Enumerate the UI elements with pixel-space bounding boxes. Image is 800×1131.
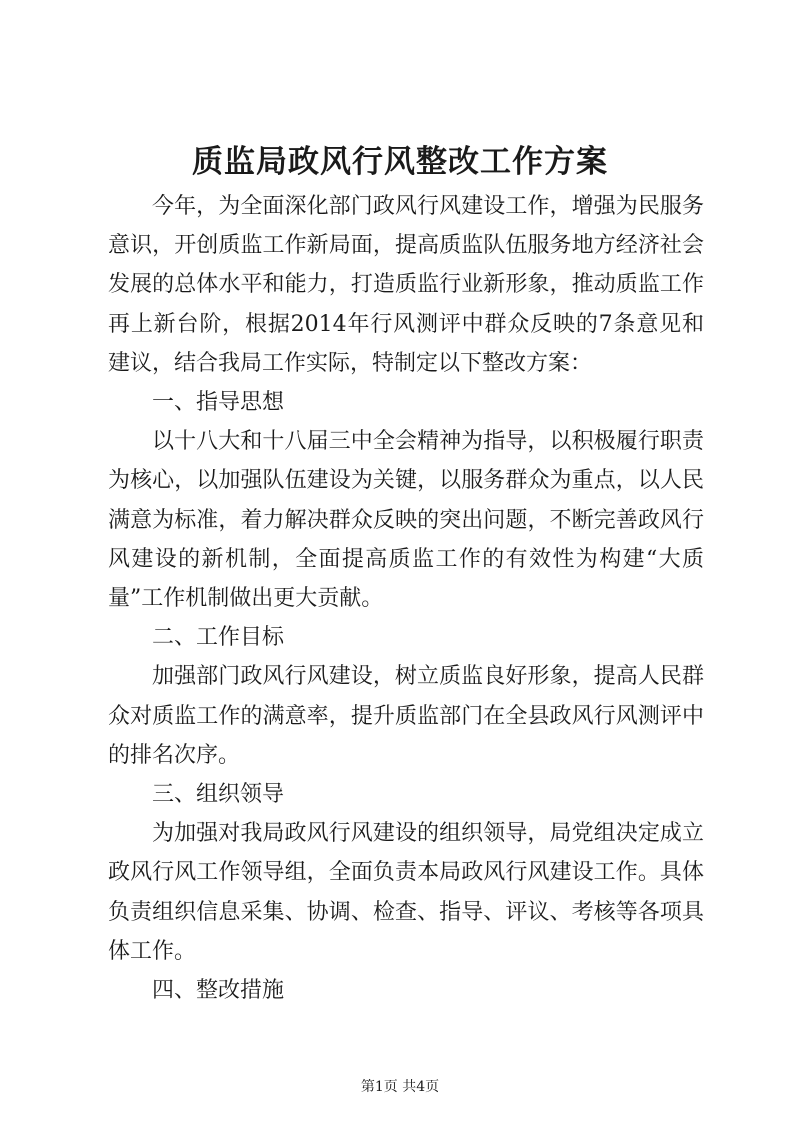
document-title: 质监局政风行风整改工作方案 xyxy=(192,144,608,180)
intro-paragraph: 今年，为全面深化部门政风行风建设工作，增强为民服务意识，开创质监工作新局面，提高质监队伍服务地方经济社会发展的总体水平和能力，打造质监行业新形象，推动质监工作再上新台阶，根据2014年行风测评中群众反映的7条意见和建议，结合我局工作实际，特制定以下整改方案： xyxy=(108,194,704,376)
page-footer: 第1页 共4页 xyxy=(360,1079,440,1095)
document-body xyxy=(108,187,704,1010)
section-heading-guiding-thought: 一、指导思想 xyxy=(152,390,285,416)
work-goals-paragraph: 加强部门政风行风建设，树立质监良好形象，提高人民群众对质监工作的满意率，提升质监部门在全县政风行风测评中的排名次序。 xyxy=(108,664,704,768)
guiding-thought-paragraph: 以十八大和十八届三中全会精神为指导，以积极履行职责为核心，以加强队伍建设为关键，以服务群众为重点，以人民满意为标准，着力解决群众反映的突出问题，不断完善政风行风建设的新机制，全面提高质监工作的有效性为构建“大质量”工作机制做出更大贡献。 xyxy=(108,429,704,612)
section-heading-organization: 三、组织领导 xyxy=(152,782,285,808)
organization-paragraph: 为加强对我局政风行风建设的组织领导，局党组决定成立政风行风工作领导组，全面负责本局政风行风建设工作。具体负责组织信息采集、协调、检查、指导、评议、考核等各项具体工作。 xyxy=(108,821,704,964)
section-heading-work-goals: 二、工作目标 xyxy=(152,625,285,651)
section-heading-measures: 四、整改措施 xyxy=(152,978,285,1004)
